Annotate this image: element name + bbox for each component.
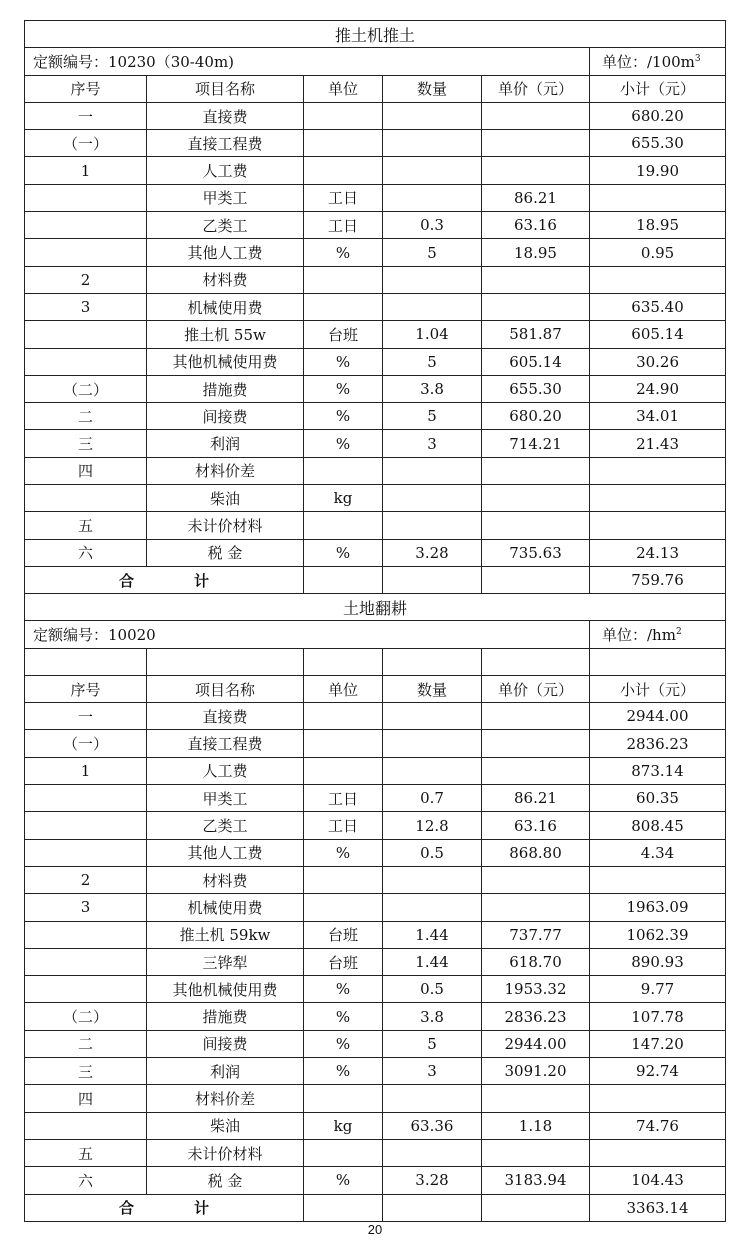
row-subtotal: 24.90	[590, 375, 726, 402]
row-qty	[383, 102, 482, 129]
table-row	[25, 1139, 726, 1166]
row-unit	[304, 894, 383, 921]
row-qty	[383, 293, 482, 320]
row-qty	[383, 184, 482, 211]
total-empty	[383, 1194, 482, 1221]
row-price	[482, 130, 590, 157]
row-price: 868.80	[482, 839, 590, 866]
row-unit: %	[304, 239, 383, 266]
title-row	[25, 594, 726, 621]
blank-cell	[147, 648, 304, 675]
table-row	[25, 293, 726, 320]
row-subtotal: 92.74	[590, 1058, 726, 1085]
quota-code: 定额编号：10020	[25, 621, 590, 648]
row-subtotal: 60.35	[590, 785, 726, 812]
row-seq: 五	[25, 512, 147, 539]
row-seq: （二）	[25, 1003, 147, 1030]
row-qty: 0.5	[383, 839, 482, 866]
row-unit	[304, 1085, 383, 1112]
row-unit	[304, 757, 383, 784]
row-seq: 二	[25, 403, 147, 430]
row-subtotal: 605.14	[590, 321, 726, 348]
row-item: 材料费	[147, 866, 304, 893]
row-seq: 三	[25, 430, 147, 457]
row-subtotal	[590, 457, 726, 484]
table-row	[25, 321, 726, 348]
blank-cell	[482, 648, 590, 675]
row-item: 措施费	[147, 375, 304, 402]
row-unit	[304, 157, 383, 184]
unit-text: 单位：/hm	[602, 625, 676, 644]
row-price	[482, 512, 590, 539]
row-price	[482, 1139, 590, 1166]
row-price	[482, 894, 590, 921]
row-subtotal: 1963.09	[590, 894, 726, 921]
quota-row	[25, 48, 726, 75]
table-row	[25, 730, 726, 757]
total-label-b: 计	[194, 1199, 210, 1218]
row-price	[482, 457, 590, 484]
table-row	[25, 1058, 726, 1085]
row-qty	[383, 757, 482, 784]
row-qty	[383, 130, 482, 157]
row-seq	[25, 348, 147, 375]
row-subtotal: 4.34	[590, 839, 726, 866]
blank-row	[25, 648, 726, 675]
row-price: 63.16	[482, 212, 590, 239]
table-row	[25, 785, 726, 812]
row-qty: 3	[383, 1058, 482, 1085]
column-header: 项目名称	[147, 675, 304, 702]
row-unit	[304, 703, 383, 730]
row-item: 推土机 55w	[147, 321, 304, 348]
row-unit: 台班	[304, 321, 383, 348]
row-subtotal	[590, 1085, 726, 1112]
row-item: 直接费	[147, 703, 304, 730]
row-qty: 3	[383, 430, 482, 457]
row-seq	[25, 321, 147, 348]
row-unit	[304, 866, 383, 893]
row-qty	[383, 730, 482, 757]
column-header: 小计（元）	[590, 75, 726, 102]
blank-cell	[25, 648, 147, 675]
row-item: 直接费	[147, 102, 304, 129]
total-label-b: 计	[194, 571, 210, 590]
row-seq: 一	[25, 102, 147, 129]
table-row	[25, 430, 726, 457]
total-label	[25, 1194, 304, 1221]
row-seq	[25, 948, 147, 975]
total-label-a: 合	[118, 571, 134, 590]
row-item: 乙类工	[147, 212, 304, 239]
row-subtotal: 74.76	[590, 1112, 726, 1139]
header-row	[25, 75, 726, 102]
column-header: 数量	[383, 675, 482, 702]
row-subtotal	[590, 485, 726, 512]
row-item: 其他人工费	[147, 239, 304, 266]
row-price	[482, 757, 590, 784]
row-qty: 5	[383, 1030, 482, 1057]
row-unit: %	[304, 976, 383, 1003]
row-qty	[383, 457, 482, 484]
row-seq: 四	[25, 457, 147, 484]
row-seq: 2	[25, 266, 147, 293]
row-price: 63.16	[482, 812, 590, 839]
row-seq	[25, 812, 147, 839]
row-subtotal	[590, 866, 726, 893]
row-subtotal: 2836.23	[590, 730, 726, 757]
row-qty	[383, 894, 482, 921]
table-row	[25, 102, 726, 129]
row-qty: 5	[383, 348, 482, 375]
row-seq: （一）	[25, 730, 147, 757]
total-row	[25, 1194, 726, 1221]
row-price	[482, 157, 590, 184]
row-seq: 二	[25, 1030, 147, 1057]
row-price	[482, 266, 590, 293]
row-item: 利润	[147, 430, 304, 457]
row-item: 未计价材料	[147, 1139, 304, 1166]
row-qty	[383, 485, 482, 512]
budget-table-bulldozer	[24, 20, 726, 594]
table-row	[25, 212, 726, 239]
column-header: 项目名称	[147, 75, 304, 102]
column-header: 序号	[25, 675, 147, 702]
row-subtotal: 34.01	[590, 403, 726, 430]
row-qty: 5	[383, 239, 482, 266]
row-price: 714.21	[482, 430, 590, 457]
table-row	[25, 130, 726, 157]
row-unit	[304, 102, 383, 129]
table-row	[25, 894, 726, 921]
table-row	[25, 812, 726, 839]
quota-code: 定额编号：10230（30-40m)	[25, 48, 590, 75]
table-row	[25, 757, 726, 784]
row-qty: 3.8	[383, 1003, 482, 1030]
row-subtotal: 147.20	[590, 1030, 726, 1057]
column-header: 单位	[304, 675, 383, 702]
column-header: 数量	[383, 75, 482, 102]
row-item: 间接费	[147, 1030, 304, 1057]
row-seq: 3	[25, 293, 147, 320]
row-subtotal: 808.45	[590, 812, 726, 839]
table-row	[25, 1085, 726, 1112]
row-item: 利润	[147, 1058, 304, 1085]
row-price: 737.77	[482, 921, 590, 948]
unit-text: 单位：/100m	[602, 52, 695, 71]
row-price	[482, 293, 590, 320]
row-seq	[25, 212, 147, 239]
table-row	[25, 512, 726, 539]
row-subtotal: 30.26	[590, 348, 726, 375]
row-unit: kg	[304, 485, 383, 512]
row-item: 间接费	[147, 403, 304, 430]
row-qty	[383, 1085, 482, 1112]
table-row	[25, 1167, 726, 1194]
row-unit	[304, 293, 383, 320]
row-seq: （二）	[25, 375, 147, 402]
row-subtotal: 873.14	[590, 757, 726, 784]
row-unit	[304, 730, 383, 757]
row-seq: 五	[25, 1139, 147, 1166]
row-qty: 1.44	[383, 948, 482, 975]
row-item: 乙类工	[147, 812, 304, 839]
row-unit: %	[304, 1058, 383, 1085]
row-price: 581.87	[482, 321, 590, 348]
row-unit: %	[304, 403, 383, 430]
row-price: 18.95	[482, 239, 590, 266]
row-seq	[25, 1112, 147, 1139]
row-qty: 1.04	[383, 321, 482, 348]
row-seq: 三	[25, 1058, 147, 1085]
row-subtotal: 21.43	[590, 430, 726, 457]
row-qty	[383, 266, 482, 293]
row-item: 未计价材料	[147, 512, 304, 539]
table-row	[25, 839, 726, 866]
row-price	[482, 730, 590, 757]
header-row	[25, 675, 726, 702]
row-qty	[383, 866, 482, 893]
unit-label	[590, 621, 726, 648]
blank-cell	[383, 648, 482, 675]
table-row	[25, 403, 726, 430]
row-subtotal: 680.20	[590, 102, 726, 129]
row-seq: 1	[25, 757, 147, 784]
row-price: 655.30	[482, 375, 590, 402]
page-number: 20	[367, 1222, 383, 1237]
row-seq	[25, 976, 147, 1003]
row-unit: 工日	[304, 785, 383, 812]
row-item: 措施费	[147, 1003, 304, 1030]
table-row	[25, 485, 726, 512]
row-unit: 工日	[304, 184, 383, 211]
total-empty	[383, 566, 482, 593]
row-unit	[304, 1139, 383, 1166]
row-subtotal: 655.30	[590, 130, 726, 157]
row-price	[482, 102, 590, 129]
row-unit: 工日	[304, 812, 383, 839]
table-row	[25, 921, 726, 948]
total-value: 3363.14	[590, 1194, 726, 1221]
blank-cell	[304, 648, 383, 675]
row-item: 税 金	[147, 539, 304, 566]
table-row	[25, 348, 726, 375]
row-subtotal: 104.43	[590, 1167, 726, 1194]
row-seq: 四	[25, 1085, 147, 1112]
table-title: 土地翻耕	[25, 594, 726, 621]
row-subtotal	[590, 1139, 726, 1166]
row-unit: %	[304, 539, 383, 566]
row-item: 其他机械使用费	[147, 348, 304, 375]
row-seq	[25, 239, 147, 266]
row-qty: 3.28	[383, 1167, 482, 1194]
row-qty: 12.8	[383, 812, 482, 839]
row-subtotal	[590, 266, 726, 293]
row-price: 2944.00	[482, 1030, 590, 1057]
table-row	[25, 1003, 726, 1030]
row-unit: %	[304, 839, 383, 866]
row-seq	[25, 921, 147, 948]
row-price: 86.21	[482, 184, 590, 211]
quota-row	[25, 621, 726, 648]
row-unit: %	[304, 1030, 383, 1057]
total-label-a: 合	[118, 1199, 134, 1218]
row-qty: 1.44	[383, 921, 482, 948]
row-seq: 1	[25, 157, 147, 184]
row-qty	[383, 703, 482, 730]
table-row	[25, 266, 726, 293]
row-item: 机械使用费	[147, 293, 304, 320]
row-subtotal: 19.90	[590, 157, 726, 184]
row-qty: 3.8	[383, 375, 482, 402]
row-subtotal: 2944.00	[590, 703, 726, 730]
row-qty	[383, 512, 482, 539]
row-item: 甲类工	[147, 184, 304, 211]
row-item: 甲类工	[147, 785, 304, 812]
row-item: 其他人工费	[147, 839, 304, 866]
table-row	[25, 184, 726, 211]
row-subtotal: 635.40	[590, 293, 726, 320]
column-header: 小计（元）	[590, 675, 726, 702]
total-label	[25, 566, 304, 593]
table-row	[25, 457, 726, 484]
row-seq: 六	[25, 1167, 147, 1194]
row-item: 材料价差	[147, 1085, 304, 1112]
row-subtotal: 890.93	[590, 948, 726, 975]
row-qty	[383, 1139, 482, 1166]
row-item: 三铧犁	[147, 948, 304, 975]
row-unit: %	[304, 430, 383, 457]
table-row	[25, 976, 726, 1003]
row-qty	[383, 157, 482, 184]
table-row	[25, 239, 726, 266]
row-unit: %	[304, 375, 383, 402]
row-seq	[25, 184, 147, 211]
column-header: 单位	[304, 75, 383, 102]
row-seq: 2	[25, 866, 147, 893]
row-item: 税 金	[147, 1167, 304, 1194]
row-item: 推土机 59kw	[147, 921, 304, 948]
row-subtotal	[590, 184, 726, 211]
unit-superscript: 3	[694, 53, 701, 64]
row-qty: 5	[383, 403, 482, 430]
row-seq: 一	[25, 703, 147, 730]
row-unit	[304, 266, 383, 293]
table-row	[25, 1112, 726, 1139]
table-title: 推土机推土	[25, 21, 726, 48]
row-seq	[25, 839, 147, 866]
row-price	[482, 866, 590, 893]
column-header: 单价（元）	[482, 675, 590, 702]
title-row	[25, 21, 726, 48]
budget-table-tillage	[24, 593, 726, 1222]
row-subtotal	[590, 512, 726, 539]
row-price: 735.63	[482, 539, 590, 566]
table-row	[25, 1030, 726, 1057]
total-row	[25, 566, 726, 593]
row-unit	[304, 457, 383, 484]
row-subtotal: 24.13	[590, 539, 726, 566]
row-item: 机械使用费	[147, 894, 304, 921]
row-item: 材料费	[147, 266, 304, 293]
row-unit: 工日	[304, 212, 383, 239]
column-header: 序号	[25, 75, 147, 102]
row-price: 1953.32	[482, 976, 590, 1003]
row-subtotal: 107.78	[590, 1003, 726, 1030]
row-qty: 0.7	[383, 785, 482, 812]
row-item: 人工费	[147, 757, 304, 784]
row-item: 柴油	[147, 1112, 304, 1139]
row-seq: 3	[25, 894, 147, 921]
row-qty: 0.5	[383, 976, 482, 1003]
table-row	[25, 375, 726, 402]
total-value: 759.76	[590, 566, 726, 593]
row-item: 其他机械使用费	[147, 976, 304, 1003]
row-qty: 63.36	[383, 1112, 482, 1139]
row-seq	[25, 485, 147, 512]
row-unit: 台班	[304, 921, 383, 948]
column-header: 单价（元）	[482, 75, 590, 102]
row-price: 680.20	[482, 403, 590, 430]
row-price: 618.70	[482, 948, 590, 975]
unit-label	[590, 48, 726, 75]
total-empty	[482, 1194, 590, 1221]
table-row	[25, 157, 726, 184]
row-seq: 六	[25, 539, 147, 566]
row-price: 86.21	[482, 785, 590, 812]
row-price: 605.14	[482, 348, 590, 375]
row-unit	[304, 130, 383, 157]
row-unit: 台班	[304, 948, 383, 975]
row-unit: kg	[304, 1112, 383, 1139]
row-qty: 3.28	[383, 539, 482, 566]
row-qty: 0.3	[383, 212, 482, 239]
row-item: 材料价差	[147, 457, 304, 484]
row-unit	[304, 512, 383, 539]
row-item: 人工费	[147, 157, 304, 184]
row-seq: （一）	[25, 130, 147, 157]
row-price	[482, 485, 590, 512]
row-unit: %	[304, 1167, 383, 1194]
row-item: 直接工程费	[147, 730, 304, 757]
total-empty	[482, 566, 590, 593]
total-empty	[304, 566, 383, 593]
row-price: 3091.20	[482, 1058, 590, 1085]
total-empty	[304, 1194, 383, 1221]
row-subtotal: 1062.39	[590, 921, 726, 948]
row-unit: %	[304, 348, 383, 375]
row-subtotal: 9.77	[590, 976, 726, 1003]
row-subtotal: 0.95	[590, 239, 726, 266]
table-row	[25, 866, 726, 893]
row-subtotal: 18.95	[590, 212, 726, 239]
row-item: 直接工程费	[147, 130, 304, 157]
blank-cell	[590, 648, 726, 675]
table-row	[25, 703, 726, 730]
row-price	[482, 703, 590, 730]
table-row	[25, 539, 726, 566]
unit-superscript: 2	[675, 626, 682, 637]
row-price: 3183.94	[482, 1167, 590, 1194]
row-price: 1.18	[482, 1112, 590, 1139]
row-price: 2836.23	[482, 1003, 590, 1030]
table-row	[25, 948, 726, 975]
row-unit: %	[304, 1003, 383, 1030]
row-price	[482, 1085, 590, 1112]
row-seq	[25, 785, 147, 812]
row-item: 柴油	[147, 485, 304, 512]
